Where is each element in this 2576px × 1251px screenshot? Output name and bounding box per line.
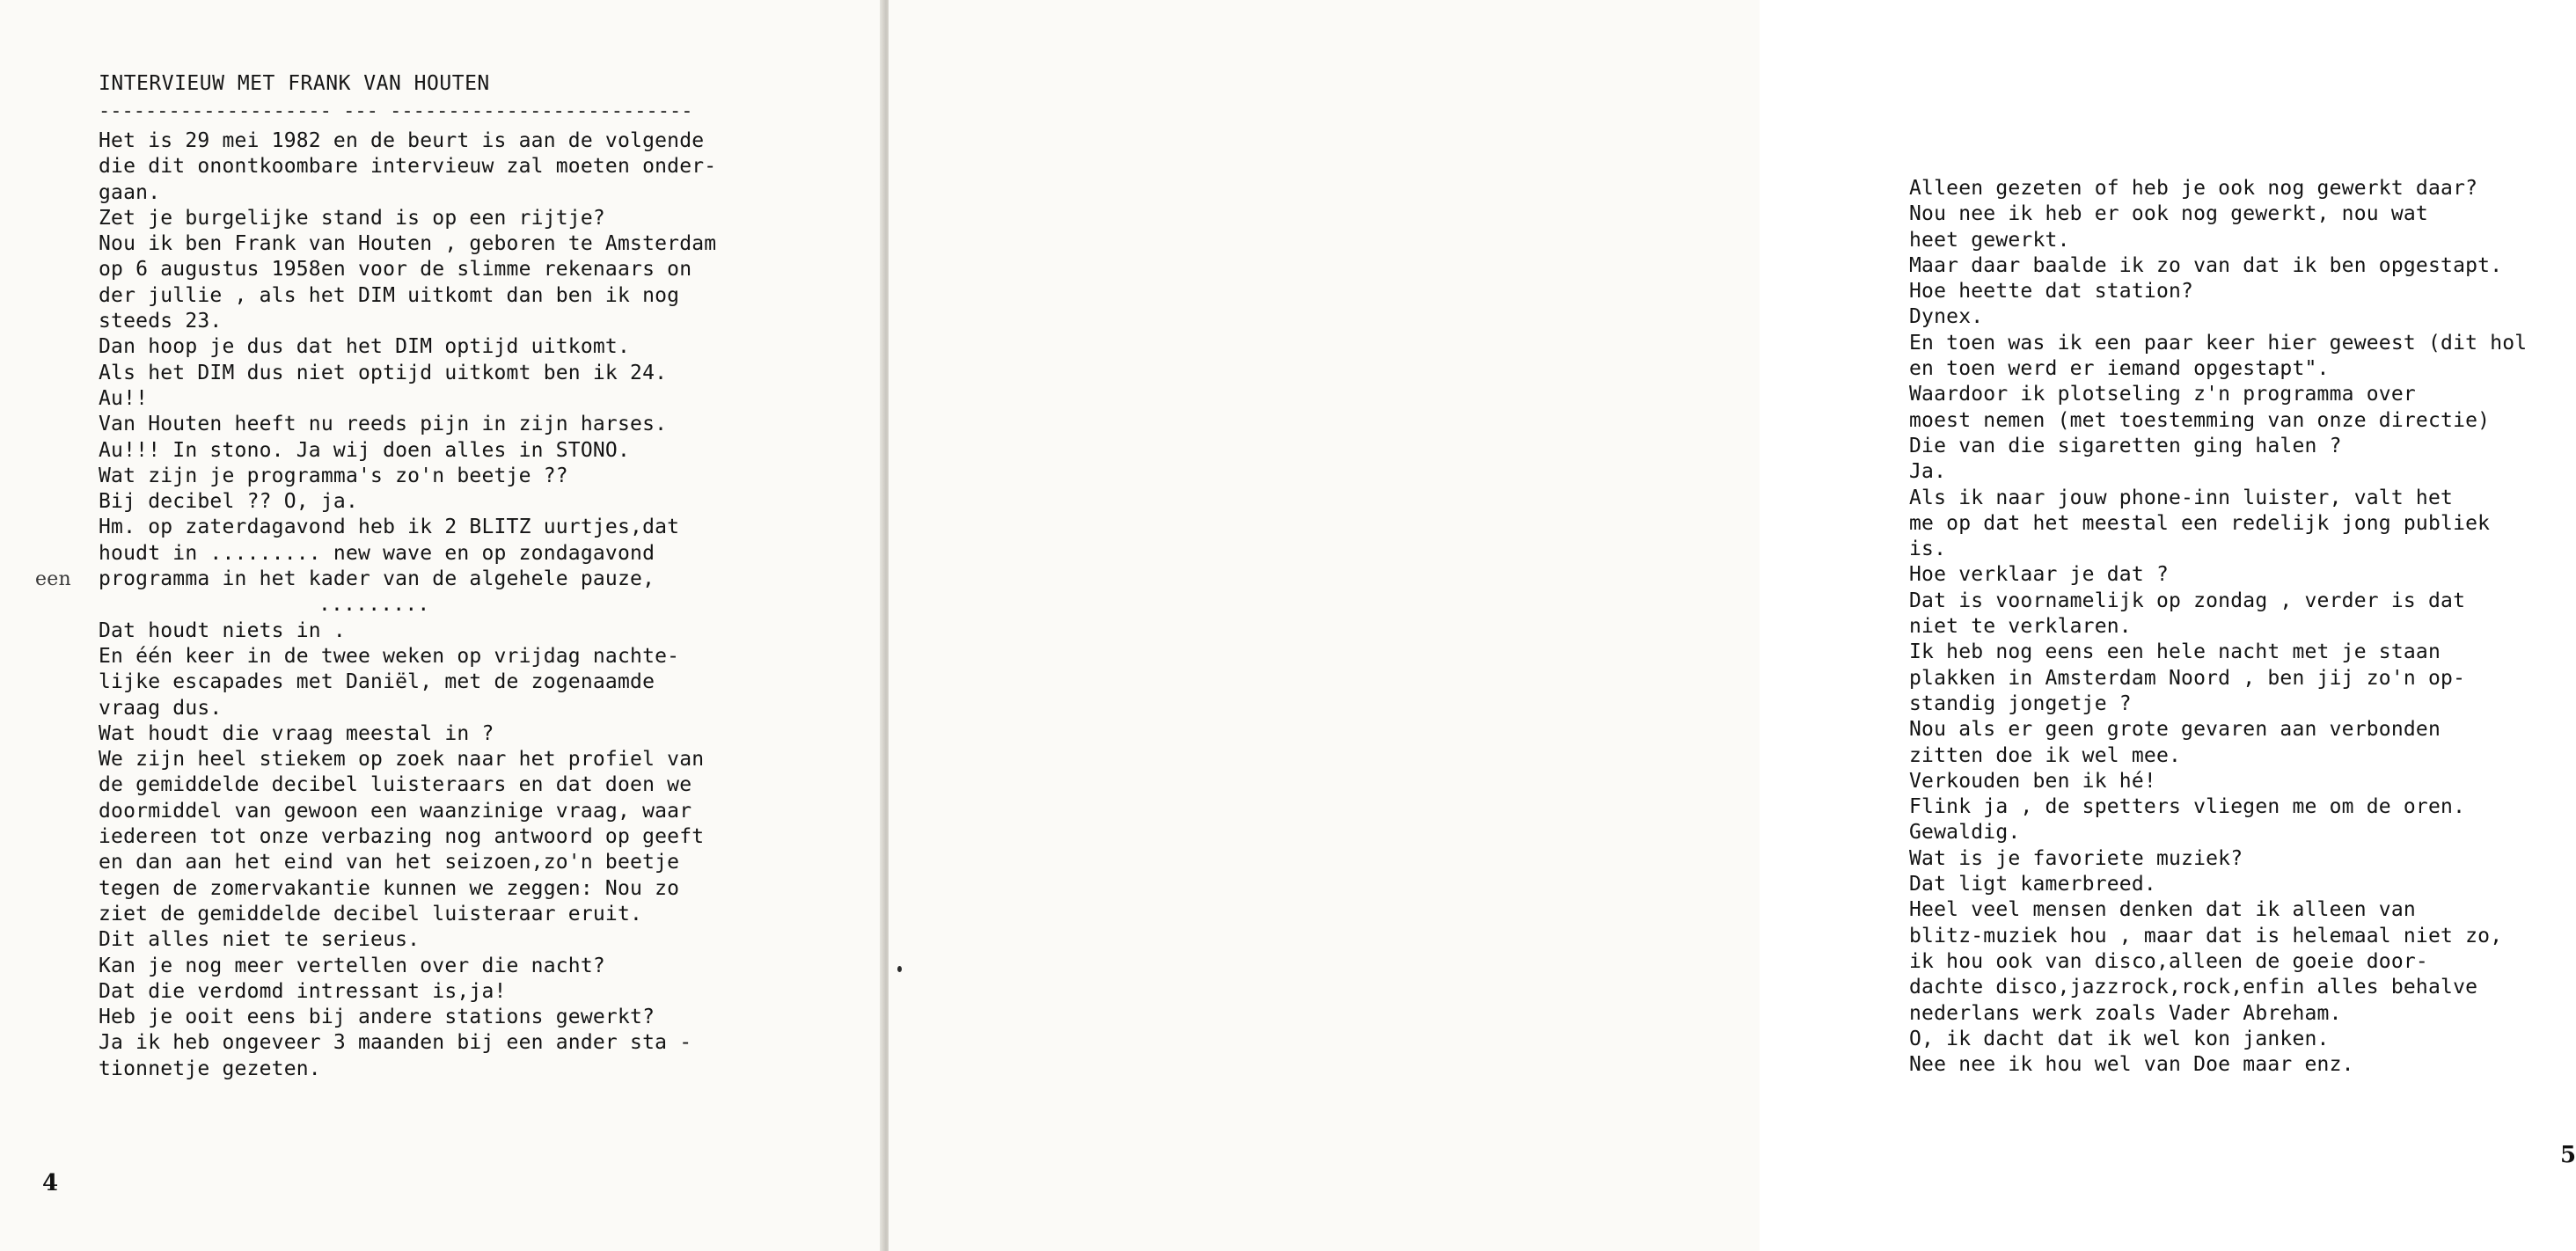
text-line — [99, 876, 716, 902]
text-line — [99, 902, 716, 927]
text-line-content: Ik heb nog eens een hele nacht met je staan — [1909, 640, 2441, 664]
text-line — [1909, 562, 2527, 588]
right-page-text — [1909, 176, 2527, 1078]
text-line — [99, 334, 716, 360]
text-line — [1909, 614, 2527, 640]
text-line-content: Dit alles niet te serieus. — [99, 928, 421, 952]
text-line — [1909, 201, 2527, 227]
text-line — [99, 309, 716, 334]
text-line-content: Nou ik ben Frank van Houten , geboren te Amsterdam — [99, 232, 717, 256]
text-line — [1909, 537, 2527, 562]
text-line — [1909, 228, 2527, 253]
text-line-content: ik hou ook van disco,alleen de goeie door- — [1909, 949, 2428, 973]
text-line-content: de gemiddelde decibel luisteraars en dat doen we — [99, 773, 692, 797]
text-line-content: me op dat het meestal een redelijk jong publiek — [1909, 511, 2491, 535]
text-line — [1909, 1052, 2527, 1078]
text-line — [1909, 1001, 2527, 1027]
text-line-content: steeds 23. — [99, 310, 223, 333]
text-line-content: Dynex. — [1909, 305, 1984, 329]
title-underline: -------------------- --- -------------------------- — [99, 100, 693, 122]
text-line-content: Heel veel mensen denken dat ik alleen van — [1909, 898, 2416, 922]
text-line-content: Als ik naar jouw phone-inn luister, valt het — [1909, 486, 2454, 509]
text-line — [1909, 253, 2527, 279]
text-line-content: En toen was ik een paar keer hier geweest (dit hol — [1909, 331, 2528, 355]
text-line — [99, 618, 716, 644]
text-line — [99, 850, 716, 875]
text-line-content: We zijn heel stiekem op zoek naar het profiel van — [99, 748, 705, 772]
margin-note: een — [35, 568, 71, 591]
text-line-content: en toen werd er iemand opgestapt". — [1909, 357, 2330, 381]
text-line-content: Heb je ooit eens bij andere stations gewerkt? — [99, 1006, 655, 1029]
text-line — [99, 927, 716, 953]
page-number-right: 5 — [2560, 1142, 2576, 1168]
text-line-content: en dan aan het eind van het seizoen,zo'n beetje — [99, 851, 680, 874]
text-line-content: Wat is je favoriete muziek? — [1909, 846, 2243, 870]
text-line — [1909, 691, 2527, 717]
text-line — [1909, 589, 2527, 614]
text-line-content: dachte disco,jazzrock,rock,enfin alles behalve — [1909, 976, 2478, 999]
text-line — [1909, 897, 2527, 923]
text-line-content: Gewaldig. — [1909, 821, 2021, 845]
text-line-content: vraag dus. — [99, 696, 223, 720]
text-line-content: Dat houdt niets in . — [99, 618, 346, 642]
text-line-content: die dit onontkoombare intervieuw zal moeten onder- — [99, 155, 717, 179]
text-line — [99, 721, 716, 747]
text-line-content: tionnetje gezeten. — [99, 1057, 321, 1080]
text-line — [1909, 356, 2527, 382]
text-line-content: Dat ligt kamerbreed. — [1909, 873, 2156, 896]
text-line — [99, 361, 716, 386]
text-line — [99, 979, 716, 1005]
text-line — [1909, 846, 2527, 872]
text-line-content: niet te verklaren. — [1909, 615, 2132, 639]
text-line-content: Hoe heette dat station? — [1909, 280, 2194, 304]
text-line — [99, 386, 716, 412]
text-line-content: Verkouden ben ik hé! — [1909, 769, 2156, 793]
text-line-content: Van Houten heeft nu reeds pijn in zijn harses. — [99, 413, 668, 436]
text-line-content: is. — [1909, 538, 1947, 561]
text-line — [99, 772, 716, 798]
text-line-content: Als het DIM dus niet optijd uitkomt ben ik 24. — [99, 361, 668, 384]
text-line-content: Nee nee ik hou wel van Doe maar enz. — [1909, 1053, 2354, 1077]
text-line-content: Ja ik heb ongeveer 3 maanden bij een ander sta - — [99, 1031, 692, 1055]
text-line-content: Hm. op zaterdagavond heb ik 2 BLITZ uurtjes,dat — [99, 516, 680, 539]
text-line-content: programma in het kader van de algehele pauze, — [99, 567, 655, 591]
text-line — [99, 438, 716, 464]
text-line — [99, 489, 716, 515]
text-line-content: Wat zijn je programma's zo'n beetje ?? — [99, 464, 568, 487]
text-line-content: Alleen gezeten of heb je ook nog gewerkt daar? — [1909, 177, 2478, 200]
page-number-left: 4 — [42, 1170, 59, 1196]
article-title: INTERVIEUW MET FRANK VAN HOUTEN — [99, 72, 490, 95]
text-line — [1909, 511, 2527, 537]
text-line-content: standig jongetje ? — [1909, 691, 2132, 715]
text-line-content: blitz-muziek hou , maar dat is helemaal niet zo, — [1909, 924, 2503, 947]
text-line-content: Dan hoop je dus dat het DIM optijd uitkomt. — [99, 335, 631, 359]
text-line — [99, 799, 716, 824]
text-line — [1909, 820, 2527, 845]
text-line-content: O, ik dacht dat ik wel kon janken. — [1909, 1027, 2330, 1050]
text-line — [1909, 949, 2527, 975]
text-line-content: Dat die verdomd intressant is,ja! — [99, 979, 507, 1003]
text-line-content: ......... — [318, 593, 430, 617]
text-line-content: Dat is voornamelijk op zondag , verder is dat — [1909, 589, 2466, 612]
text-line-content: Flink ja , de spetters vliegen me om de oren. — [1909, 795, 2466, 819]
text-line — [1909, 769, 2527, 794]
text-line — [1909, 794, 2527, 820]
text-line — [99, 231, 716, 257]
text-line-content: iedereen tot onze verbazing nog antwoord op geeft — [99, 825, 705, 849]
text-line-content: Maar daar baalde ik zo van dat ik ben opgestapt. — [1909, 253, 2503, 277]
text-line-content: op 6 augustus 1958en voor de slimme rekenaars on — [99, 258, 692, 282]
text-line-content: moest nemen (met toestemming van onze directie) — [1909, 408, 2491, 432]
text-line — [1909, 176, 2527, 201]
text-line — [99, 257, 716, 282]
text-line — [99, 1057, 716, 1082]
text-line — [99, 747, 716, 772]
text-line-content: Waardoor ik plotseling z'n programma over — [1909, 383, 2416, 406]
text-line-content: Wat houdt die vraag meestal in ? — [99, 721, 494, 745]
text-line — [99, 1005, 716, 1030]
text-line — [1909, 434, 2527, 459]
text-line-content: tegen de zomervakantie kunnen we zeggen: Nou zo — [99, 876, 680, 900]
text-line — [1909, 486, 2527, 511]
text-line — [1909, 331, 2527, 356]
text-line — [99, 954, 716, 979]
text-line — [99, 128, 716, 154]
left-page — [0, 0, 883, 1251]
right-page — [889, 0, 2576, 1251]
text-line-content: Hoe verklaar je dat ? — [1909, 563, 2169, 587]
text-line — [1909, 1027, 2527, 1052]
text-line — [1909, 304, 2527, 330]
text-line — [1909, 924, 2527, 949]
text-line-content: lijke escapades met Daniël, met de zogenaamde — [99, 670, 655, 694]
text-line-content: plakken in Amsterdam Noord , ben jij zo'n op- — [1909, 666, 2466, 690]
text-line — [1909, 666, 2527, 691]
text-line — [99, 464, 716, 489]
text-line — [99, 644, 716, 669]
text-line-content: Kan je nog meer vertellen over die nacht? — [99, 954, 605, 977]
text-line-content: doormiddel van gewoon een waanzinige vraag, waar — [99, 799, 692, 823]
left-page-text — [35, 128, 717, 1082]
text-line — [99, 592, 716, 618]
text-line-content: zitten doe ik wel mee. — [1909, 743, 2182, 767]
text-line-content: nederlans werk zoals Vader Abreham. — [1909, 1001, 2342, 1025]
text-line — [99, 515, 716, 540]
text-line — [99, 1030, 716, 1056]
text-line-content: Au!! — [99, 386, 149, 410]
text-line — [99, 283, 716, 309]
scan-speck — [897, 966, 902, 972]
text-line-content: Nou als er geen grote gevaren aan verbonden — [1909, 718, 2441, 742]
text-line-content: Het is 29 mei 1982 en de beurt is aan de volgende — [99, 129, 705, 152]
text-line — [1909, 459, 2527, 485]
text-line — [99, 206, 716, 231]
text-line — [1909, 743, 2527, 769]
text-line — [1909, 640, 2527, 665]
text-line — [1909, 717, 2527, 743]
text-line — [99, 412, 716, 437]
text-line-content: Au!!! In stono. Ja wij doen alles in STONO. — [99, 438, 631, 462]
text-line — [1909, 279, 2527, 304]
text-line — [99, 669, 716, 695]
text-line-content: Die van die sigaretten ging halen ? — [1909, 434, 2342, 457]
text-line-content: der jullie , als het DIM uitkomt dan ben ik nog — [99, 283, 680, 307]
text-line-content: Zet je burgelijke stand is op een rijtje? — [99, 206, 605, 230]
text-line — [1909, 408, 2527, 434]
text-line — [99, 824, 716, 850]
text-line-content: Bij decibel ?? O, ja. — [99, 490, 358, 514]
text-line — [1909, 975, 2527, 1000]
text-line — [99, 541, 716, 567]
text-line-content: En één keer in de twee weken op vrijdag nachte- — [99, 644, 680, 668]
text-line-content: ziet de gemiddelde decibel luisteraar eruit. — [99, 902, 643, 925]
text-line-content: Nou nee ik heb er ook nog gewerkt, nou wat — [1909, 202, 2428, 226]
text-line — [99, 154, 716, 179]
text-line — [35, 567, 716, 592]
text-line — [99, 696, 716, 721]
text-line-content: houdt in ......... new wave en op zondagavond — [99, 541, 655, 565]
text-line-content: gaan. — [99, 180, 161, 204]
text-line-content: Ja. — [1909, 460, 1947, 484]
text-line — [99, 180, 716, 206]
text-line — [1909, 382, 2527, 407]
text-line — [1909, 872, 2527, 897]
text-line-content: heet gewerkt. — [1909, 228, 2070, 252]
